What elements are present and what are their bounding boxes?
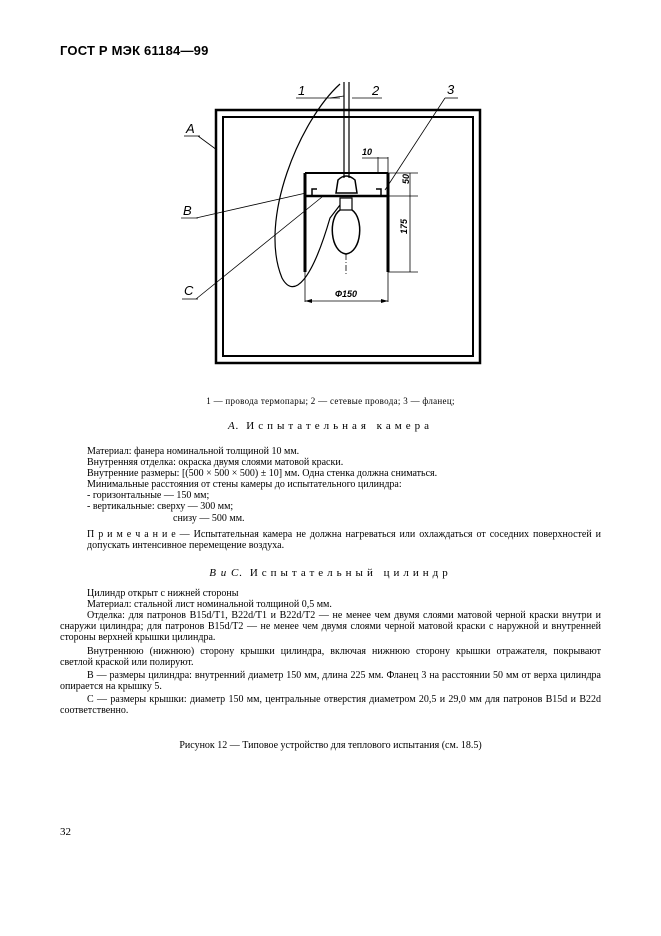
section-a-heading [0,420,661,432]
chamber-inner-frame [223,117,473,356]
section-bc-paragraph: C — размеры крышки: диаметр 150 мм, центральные отверстия диаметром 20,5 и 29,0 мм для патронов B15d и B22d соответственно. [60,694,601,716]
section-a-line: Внутренняя отделка: окраска двумя слоями матовой краски. [87,457,344,468]
section-a-title: Испытательная камера [246,420,433,432]
section-bc-heading [0,567,661,579]
thermocouple-wire [275,84,340,287]
lamp-bulb [332,210,359,254]
dim-175-label: 175 [399,218,409,234]
label-c: C [184,283,194,298]
label-b: B [183,203,192,218]
dim-150-label: Ф150 [335,289,358,299]
section-bc-paragraph: Отделка: для патронов B15d/T1, B22d/T1 и B22d/T2 — не менее чем двумя слоями матовой черной краски внутри и снаружи цилиндра; для патронов B15d/T2 — не менее чем двумя слоями черной матовой краски с наружной и внутренней стороны верхней крышки цилиндра. [60,610,601,643]
page-number: 32 [60,826,71,838]
dim-10-label: 10 [362,147,373,157]
test-chamber-drawing [0,0,661,395]
section-a-line: Материал: фанера номинальной толщиной 10 мм. [87,446,300,457]
lamp-base [340,198,352,210]
section-a-line: Минимальные расстояния от стены камеры до испытательного цилиндра: [87,479,402,490]
dim-150-arrow-right [381,299,388,303]
label-a: A [186,121,195,136]
label-2: 2 [372,83,380,98]
figure-caption: Рисунок 12 — Типовое устройство для теплового испытания (см. 18.5) [179,740,482,751]
label-1: 1 [298,83,306,98]
section-a-line: - вертикальные: сверху — 300 мм; [87,501,234,512]
section-a-line: - горизонтальные — 150 мм; [87,490,210,501]
dim-150-arrow-left [305,299,312,303]
label-3: 3 [447,82,455,97]
lamp-holder [336,176,357,193]
section-a-line: снизу — 500 мм. [173,513,245,524]
section-bc-letter: B и C. [209,567,244,579]
section-a-note: П р и м е ч а н и е — Испытательная камера не должна нагреваться или охлаждаться от соседних поверхностей и допускать интенсивное перемещение воздуха. [87,529,601,551]
figure-legend: 1 — провода термопары; 2 — сетевые провода; 3 — фланец; [206,396,455,406]
leader-b [196,193,306,218]
section-a-letter: A. [228,420,240,432]
section-bc-paragraph: B — размеры цилиндра: внутренний диаметр 150 мм, длина 225 мм. Фланец 3 на расстоянии 50 мм от верха цилиндра опирается на крышку 5. [60,670,601,692]
dim-50-label: 50 [401,173,411,184]
section-a-line: Внутренние размеры: [(500 × 500 × 500) ± 10] мм. Одна стенка должна сниматься. [87,468,438,479]
section-bc-line: Цилиндр открыт с нижней стороны [87,588,239,599]
section-bc-paragraph: Внутреннюю (нижнюю) сторону крышки цилиндра, включая нижнюю сторону крышки отражателя, покрывают светлой краской или полируют. [60,646,601,668]
document-header: ГОСТ Р МЭК 61184—99 [60,43,209,58]
leader-a [198,136,217,150]
leader-3 [385,98,445,190]
section-bc-line: Материал: стальной лист номинальной толщиной 0,5 мм. [87,599,332,610]
chamber-outer-frame [216,110,480,363]
section-bc-title: Испытательный цилиндр [249,567,452,579]
